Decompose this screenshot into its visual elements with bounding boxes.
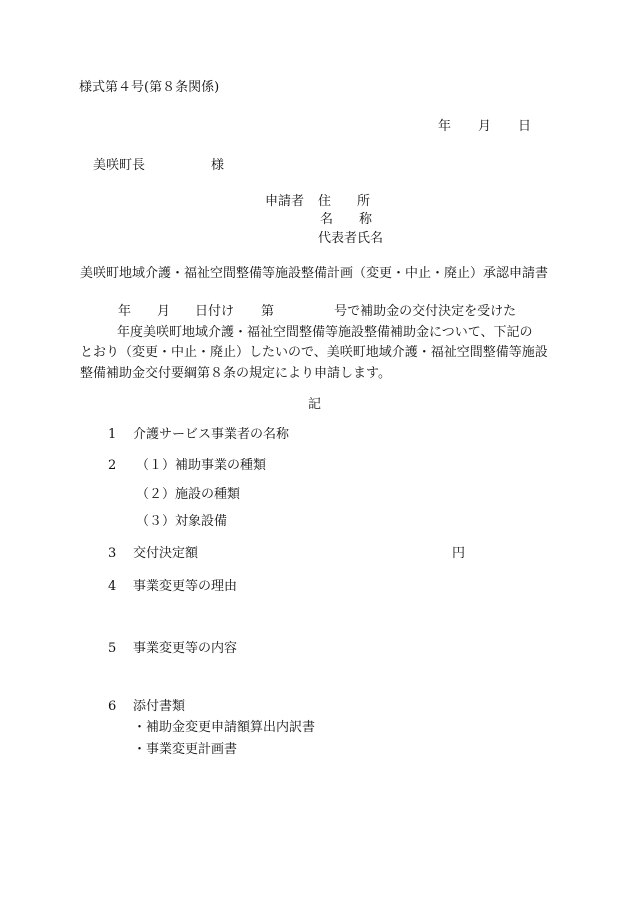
date-month: 月 [478,119,492,134]
item-6-number: 6 [108,699,117,714]
body-year: 年 [118,304,132,319]
ki-marker: 記 [308,397,322,412]
attachment-item: ・補助金変更申請額算出内訳書 [133,720,316,735]
body-line-2-text: 年度美咲町地域介護・福祉空間整備等施設整備補助金について、下記の [117,324,533,340]
body-line-1 [80,302,550,323]
body-line-4: 整備補助金交付要綱第８条の規定により申請します。 [80,365,391,381]
item-4-label: 事業変更等の理由 [133,579,238,594]
applicant-representative-label: 代表者氏名 [318,231,384,246]
item-2-number: 2 [108,458,117,473]
item-2-sub-2-label: （２）施設の種類 [136,487,241,502]
attachment-item: ・事業変更計画書 [133,742,238,757]
item-3-label: 交付決定額 [133,546,199,561]
item-6-label: 添付書類 [133,699,186,714]
applicant-address-label: 住 所 [318,194,371,209]
item-3-number: 3 [108,546,117,561]
applicant-name-label: 名 称 [320,212,373,227]
item-1-number: 1 [108,427,117,442]
addressee-name: 美咲町長 [93,158,146,173]
applicant-label: 申請者 [265,194,305,209]
item-1-label: 介護サービス事業者の名称 [133,427,290,442]
body-number-prefix: 第 [261,304,275,319]
body-line-2 [80,323,550,344]
item-2-sub-1-label: （１）補助事業の種類 [136,458,267,473]
item-2-sub-3-label: （３）対象設備 [136,514,228,529]
body-line-3: とおり（変更・中止・廃止）したいので、美咲町地域介護・福祉空間整備等施設 [80,345,548,360]
body-date-suffix: 日付け [195,304,235,319]
body-line-1-rest: 号で補助金の交付決定を受けた [334,304,517,319]
body-month: 月 [157,304,171,319]
date-day: 日 [518,119,532,134]
form-number: 様式第４号(第８条関係) [79,80,220,95]
date-year: 年 [438,119,452,134]
item-3-unit: 円 [452,546,466,561]
item-5-label: 事業変更等の内容 [133,641,238,656]
body-paragraph [80,302,550,384]
document-title: 美咲町地域介護・福祉空間整備等施設整備計画（変更・中止・廃止）承認申請書 [80,266,549,281]
item-4-number: 4 [108,579,117,594]
item-5-number: 5 [108,641,117,656]
addressee-honorific: 様 [211,158,225,173]
